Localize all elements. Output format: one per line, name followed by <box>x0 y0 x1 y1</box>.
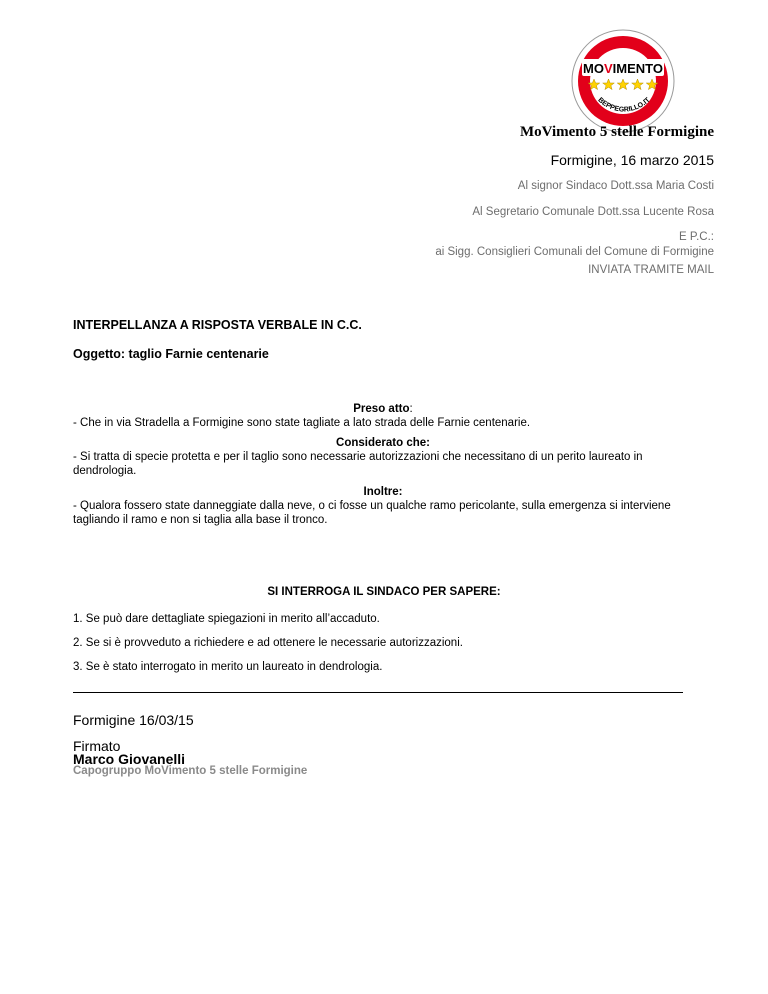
section-heading: Inoltre: <box>363 486 403 498</box>
recipient-secretary: Al Segretario Comunale Dott.ssa Lucente Rosa <box>472 206 714 218</box>
document-subject: Oggetto: taglio Farnie centenarie <box>73 347 269 361</box>
section-preso-atto <box>73 402 693 430</box>
cc-recipients: ai Sigg. Consiglieri Comunali del Comune di Formigine <box>435 246 714 258</box>
signer-name: Marco Giovanelli <box>73 751 186 767</box>
signed-label: Firmato <box>73 738 121 754</box>
recipient-mayor: Al signor Sindaco Dott.ssa Maria Costi <box>517 180 714 192</box>
section-text: - Si tratta di specie protetta e per il taglio sono necessarie autorizzazioni che necessitano di un perito laureato in dendrologia. <box>73 451 643 477</box>
separator-line <box>73 692 683 693</box>
svg-text:BEPPEGRILLO.IT: BEPPEGRILLO.IT <box>596 96 652 114</box>
signer-role: Capogruppo MoVimento 5 stelle Formigine <box>73 765 308 777</box>
movimento-logo <box>570 28 676 134</box>
organization-name: MoVimento 5 stelle Formigine <box>520 124 714 140</box>
place-date: Formigine, 16 marzo 2015 <box>550 152 714 168</box>
section-heading: Preso atto: <box>353 403 413 415</box>
section-text: - Qualora fossero state danneggiate dalla neve, o ci fosse un qualche ramo pericolante, sulla emergenza si interviene tagliando il ramo e non si taglia alla base il tronco. <box>73 500 671 526</box>
signature-place-date: Formigine 16/03/15 <box>73 712 194 728</box>
section-inoltre <box>73 485 693 527</box>
section-considerato <box>73 436 693 478</box>
cc-label: E P.C.: <box>679 231 714 243</box>
question-item: 1. Se può dare dettagliate spiegazioni in merito all’accaduto. <box>73 613 380 625</box>
question-item: 3. Se è stato interrogato in merito un laureato in dendrologia. <box>73 661 383 673</box>
question-heading: SI INTERROGA IL SINDACO PER SAPERE: <box>267 586 501 598</box>
question-item: 2. Se si è provveduto a richiedere e ad ottenere le necessarie autorizzazioni. <box>73 637 463 649</box>
sent-via-note: INVIATA TRAMITE MAIL <box>588 264 714 276</box>
section-text: - Che in via Stradella a Formigine sono state tagliate a lato strada delle Farnie centenarie. <box>73 417 531 429</box>
document-title: INTERPELLANZA A RISPOSTA VERBALE IN C.C. <box>73 318 362 332</box>
cc-block <box>435 230 714 260</box>
section-heading: Considerato che: <box>336 437 430 449</box>
svg-text:MOVIMENTO: MOVIMENTO <box>583 61 663 76</box>
